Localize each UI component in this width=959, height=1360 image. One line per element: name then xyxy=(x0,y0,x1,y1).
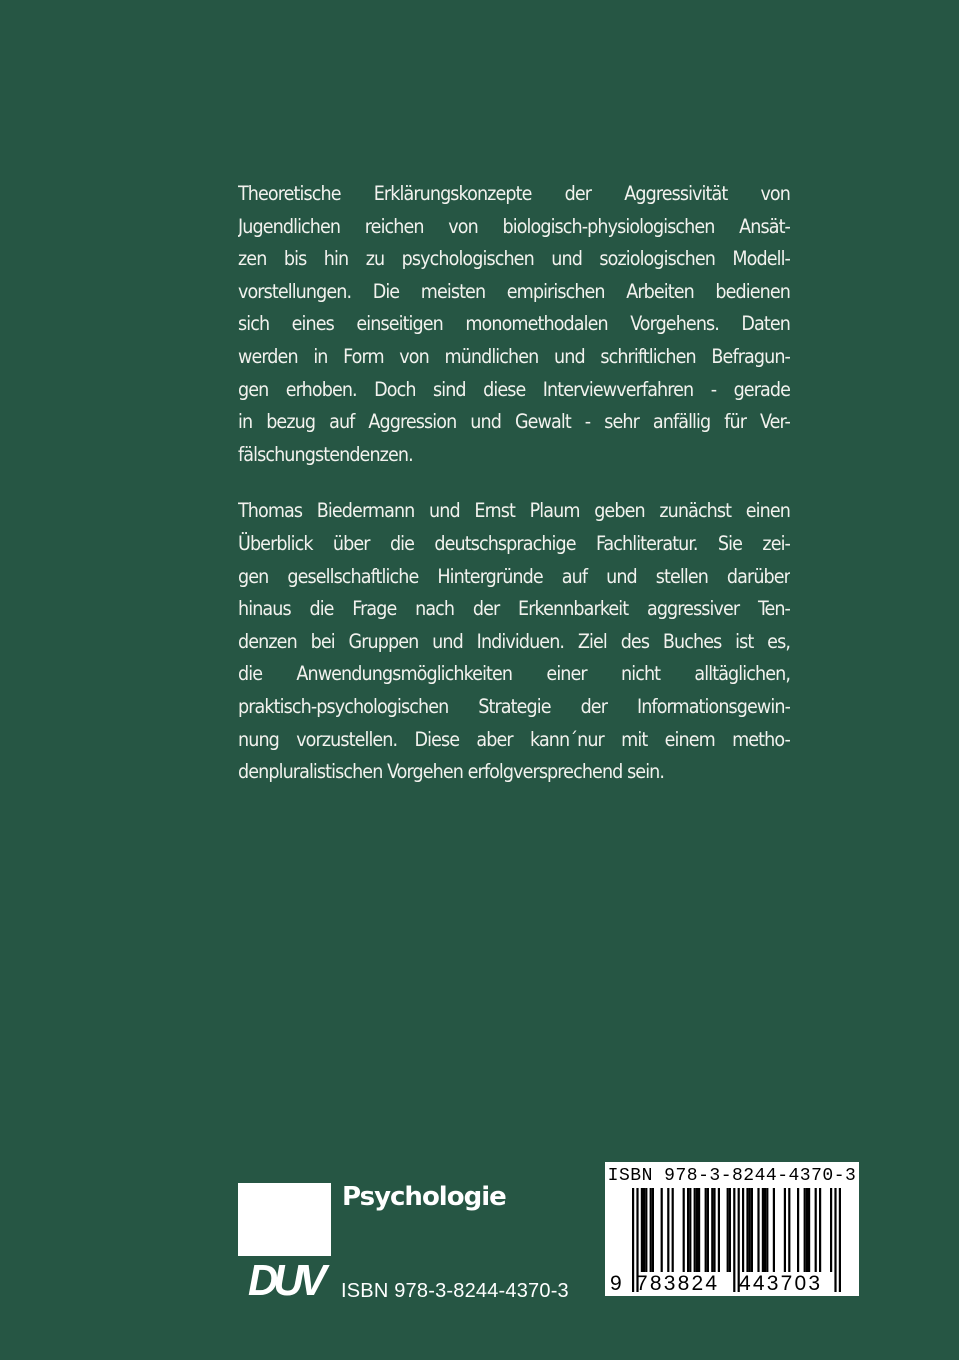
barcode-bar xyxy=(819,1188,821,1272)
barcode-bar xyxy=(733,1188,735,1292)
blurb-line: vorstellungen. Die meisten empirischen Arbeiten bedienen xyxy=(238,279,790,303)
isbn-text: ISBN 978-3-8244-4370-3 xyxy=(341,1280,569,1302)
duv-logo-text: DUV xyxy=(247,1256,323,1305)
barcode-bar xyxy=(808,1188,810,1272)
blurb-line: werden in Form von mündlichen und schriftlichen Befragun- xyxy=(238,344,790,368)
blurb-line: zen bis hin zu psychologischen und soziologischen Modell- xyxy=(238,247,790,271)
blurb-line: hinaus die Frage nach der Erkennbarkeit aggressiver Ten- xyxy=(238,597,790,621)
barcode-bar xyxy=(641,1188,643,1272)
barcode-bar xyxy=(718,1188,720,1272)
blurb-line: Thomas Biedermann und Ernst Plaum geben zunächst einen xyxy=(238,499,790,523)
barcode-bar xyxy=(696,1188,698,1272)
barcode-bar xyxy=(689,1188,691,1272)
barcode-bar xyxy=(727,1188,729,1272)
barcode-bar xyxy=(650,1188,652,1272)
barcode-bar xyxy=(830,1188,832,1272)
blurb-line: praktisch-psychologischen Strategie der Informationsgewin- xyxy=(238,694,790,718)
barcode-bar xyxy=(632,1188,634,1292)
barcode-bar xyxy=(788,1188,790,1272)
barcode-bar xyxy=(711,1188,713,1272)
barcode-bar xyxy=(773,1188,775,1272)
barcode-bar xyxy=(645,1188,647,1272)
barcode-bar xyxy=(729,1188,731,1272)
barcode-label xyxy=(605,1162,859,1296)
blurb-paragraph-2 xyxy=(238,495,790,788)
blurb-line: denpluralistischen Vorgehen erfolgversprechend sein. xyxy=(238,760,665,784)
blurb-line: nung vorzustellen. Diese aber kann´nur mit einem metho- xyxy=(238,727,790,751)
barcode-bar xyxy=(694,1188,696,1272)
blurb-line: die Anwendungsmöglichkeiten einer nicht alltäglichen, xyxy=(238,662,790,686)
barcode-bar xyxy=(804,1188,806,1272)
barcode-bar xyxy=(707,1188,709,1272)
barcode-bar xyxy=(661,1188,663,1272)
blurb-line: Theoretische Erklärungskonzepte der Aggressivität von xyxy=(238,182,790,205)
series-title: Psychologie xyxy=(342,1182,506,1212)
blurb-line: in bezug auf Aggression und Gewalt - sehr anfällig für Ver- xyxy=(238,410,790,434)
barcode-bar xyxy=(839,1188,841,1292)
barcode-bar xyxy=(762,1188,764,1272)
blurb-line: denzen bei Gruppen und Individuen. Ziel des Buches ist es, xyxy=(238,629,790,653)
barcode-right-group: 443703 xyxy=(739,1272,823,1295)
barcode-bar xyxy=(797,1188,799,1272)
barcode-first-digit: 9 xyxy=(610,1272,622,1295)
barcode-bar xyxy=(667,1188,669,1272)
barcode-bar xyxy=(705,1188,707,1272)
barcode-bar xyxy=(749,1188,751,1272)
back-cover-blurb xyxy=(238,178,790,789)
barcode-bar xyxy=(757,1188,759,1272)
barcode-bar xyxy=(683,1188,685,1272)
barcode-bar xyxy=(764,1188,766,1272)
barcode-bar xyxy=(784,1188,786,1272)
barcode-bar xyxy=(652,1188,654,1272)
blurb-line: gen erhoben. Doch sind diese Interviewverfahren - gerade xyxy=(238,377,790,401)
barcode-isbn-text: ISBN 978-3-8244-4370-3 xyxy=(607,1166,857,1186)
barcode-bar xyxy=(806,1188,808,1272)
blurb-line: Jugendlichen reichen von biologisch-physiologischen Ansät- xyxy=(238,214,790,238)
blurb-line: Überblick über die deutschsprachige Fachliteratur. Sie zei- xyxy=(238,531,790,555)
blurb-line: gen gesellschaftliche Hintergründe auf und stellen darüber xyxy=(238,564,790,588)
blurb-line: sich eines einseitigen monomethodalen Vorgehens. Daten xyxy=(238,312,790,336)
blurb-line: fälschungstendenzen. xyxy=(238,442,413,466)
barcode-bar xyxy=(672,1188,674,1272)
barcode-bar xyxy=(643,1188,645,1272)
barcode-left-group: 783824 xyxy=(636,1272,720,1295)
duv-logo xyxy=(236,1256,334,1306)
barcode-bar xyxy=(751,1188,753,1272)
barcode-bar xyxy=(746,1188,748,1272)
barcode-bar xyxy=(742,1188,744,1272)
barcode-bar xyxy=(834,1188,836,1292)
barcode-bar xyxy=(766,1188,768,1272)
barcode-bar xyxy=(713,1188,715,1272)
barcode-bar xyxy=(815,1188,817,1272)
blurb-paragraph-1 xyxy=(238,178,790,471)
barcode-bar xyxy=(687,1188,689,1272)
barcode-bar xyxy=(698,1188,700,1272)
